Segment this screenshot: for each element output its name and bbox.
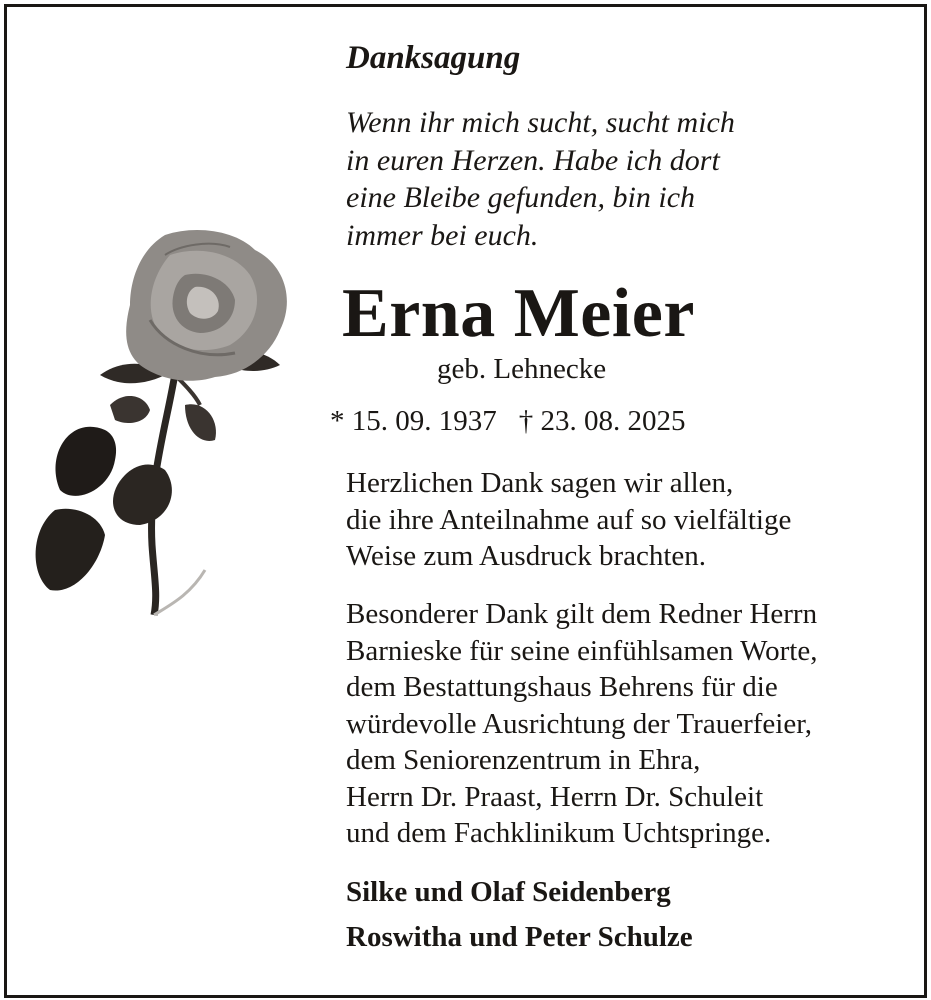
paragraph-line: würdevolle Ausrichtung der Trauerfeier, — [346, 707, 812, 740]
poem-line: eine Bleibe gefunden, bin ich — [346, 181, 696, 214]
paragraph-line: die ihre Anteilnahme auf so vielfältige — [346, 503, 792, 536]
death-date: † 23. 08. 2025 — [518, 405, 686, 437]
paragraph-line: Herzlichen Dank sagen wir allen, — [346, 467, 734, 499]
rose-icon — [30, 225, 300, 630]
poem — [346, 104, 735, 254]
birth-name: geb. Lehnecke — [437, 353, 607, 385]
heading: Danksagung — [346, 40, 521, 76]
special-thanks-paragraph — [346, 596, 817, 852]
thanks-paragraph — [346, 465, 791, 575]
poem-line: Wenn ihr mich sucht, sucht mich — [346, 106, 735, 139]
birth-date: * 15. 09. 1937 — [330, 405, 497, 437]
life-dates — [330, 405, 686, 438]
poem-line: immer bei euch. — [346, 218, 539, 252]
signature-line: Silke und Olaf Seidenberg — [346, 876, 671, 908]
signature-line: Roswitha und Peter Schulze — [346, 921, 693, 953]
poem-line: in euren Herzen. Habe ich dort — [346, 143, 720, 177]
deceased-name: Erna Meier — [342, 275, 695, 352]
paragraph-line: Besonderer Dank gilt dem Redner Herrn — [346, 598, 818, 630]
paragraph-line: dem Seniorenzentrum in Ehra, — [346, 744, 701, 776]
paragraph-line: und dem Fachklinikum Uchtspringe. — [346, 817, 772, 849]
paragraph-line: dem Bestattungshaus Behrens für die — [346, 671, 778, 703]
paragraph-line: Herrn Dr. Praast, Herrn Dr. Schuleit — [346, 780, 764, 813]
paragraph-line: Weise zum Ausdruck brachten. — [346, 540, 707, 572]
paragraph-line: Barnieske für seine einfühlsamen Worte, — [346, 634, 818, 667]
